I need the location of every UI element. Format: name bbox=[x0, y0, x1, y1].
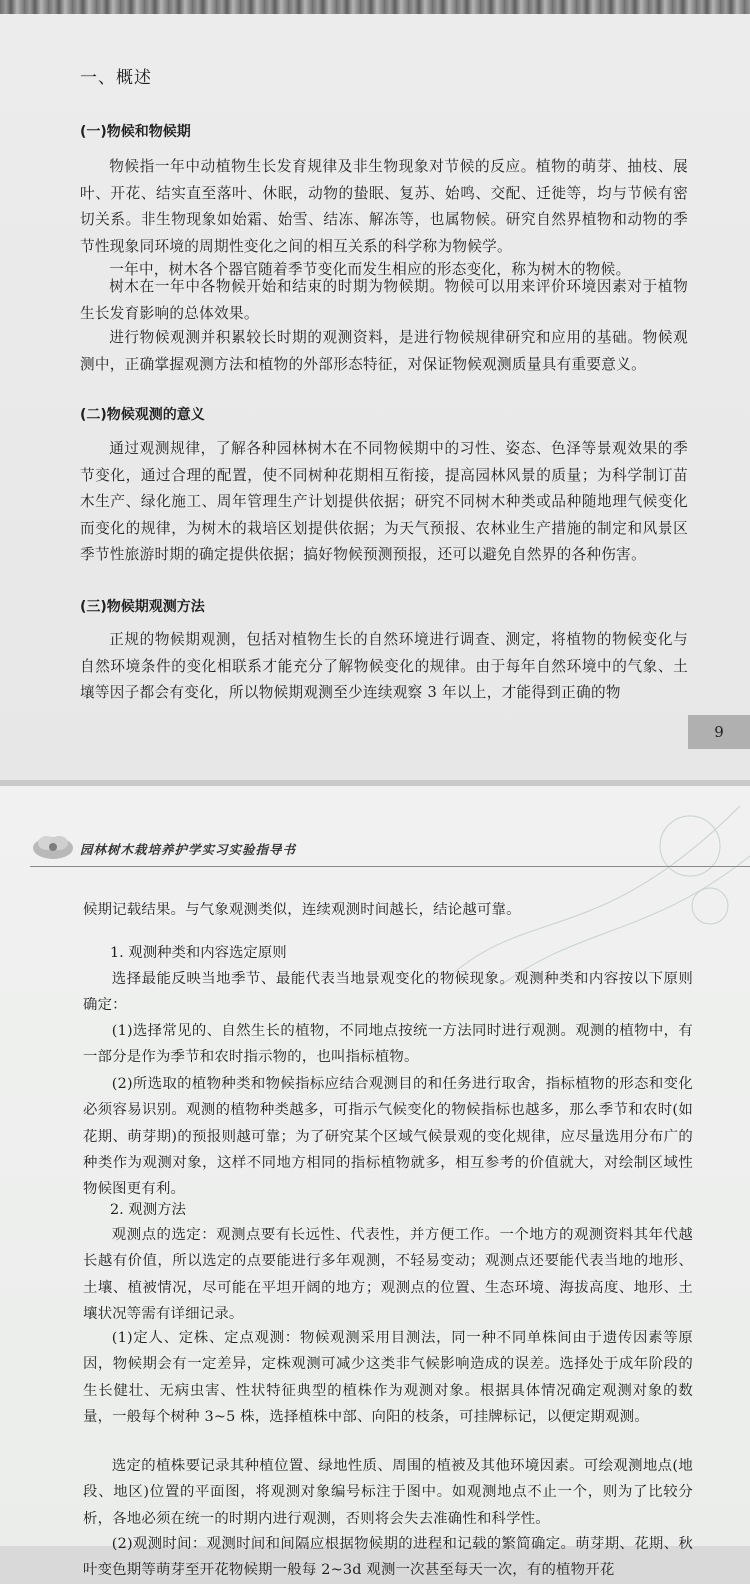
paragraph: (1)选择常见的、自然生长的植物，不同地点按统一方法同时进行观测。观测的植物中，有一部分是作为季节和农时指示物的，也叫指标植物。 bbox=[83, 1023, 693, 1066]
paragraph: 正规的物候期观测，包括对植物生长的自然环境进行调查、测定，将植物的物候变化与自然环境条件的变化相联系才能充分了解物候变化的规律。由于每年自然环境中的气象、土壤等因子都会有变化，所以物候期观测至少连续观察 3 年以上，才能得到正确的物 bbox=[80, 631, 688, 702]
paragraph: (2)所选取的植物种类和物候指标应结合观测目的和任务进行取舍，指标植物的形态和变化必须容易识别。观测的植物种类越多，可指示气候变化的物候指标也越多，那么季节和农时(如花期、萌芽期)的预报则越可靠；为了研究某个区域气候景观的变化规律，应尽量选用分布广的种类作为观测对象，这样不同地方相同的指标植物就多，相互参考的价值就大，对绘制区域性物候图更有利。 bbox=[83, 1076, 693, 1198]
page-bottom bbox=[0, 786, 750, 1579]
paragraph: 树木在一年中各物候开始和结束的时期为物候期。物候可以用来评价环境因素对于植物生长发育影响的总体效果。 bbox=[80, 278, 688, 322]
paragraph: 物候指一年中动植物生长发育规律及非生物现象对节候的反应。植物的萌芽、抽枝、展叶、开花、结实直至落叶、休眠，动物的蛰眠、复苏、始鸣、交配、迁徙等，均与节候有密切关系。非生物现象如始霜、始雪、结冻、解冻等，也属物候。研究自然界植物和动物的季节性现象同环境的周期性变化之间的相互关系的科学称为物候学。 bbox=[80, 158, 688, 255]
subsection-title-1: 1. 观测种类和内容选定原则 bbox=[110, 945, 287, 961]
flower-icon bbox=[30, 826, 76, 866]
subsection-title-2: 2. 观测方法 bbox=[110, 1202, 186, 1218]
paragraph: (1)定人、定株、定点观测：物候观测采用目测法，同一种不同单株间由于遗传因素等原因，物候期会有一定差异，定株观测可减少这类非气候影响造成的误差。选择处于成年阶段的生长健壮、无病虫害、性状特征典型的植株作为观测对象。根据具体情况确定观测对象的数量，一般每个树种 3~5 株，选择植株中部、向阳的枝条，可挂牌标记，以便定期观测。 bbox=[83, 1330, 693, 1425]
section-title-2: (二)物候观测的意义 bbox=[80, 407, 205, 423]
paragraph: 一年中，树木各个器官随着季节变化而发生相应的形态变化，称为树木的物候。 bbox=[109, 261, 631, 278]
section-title-1: (一)物候和物候期 bbox=[80, 124, 191, 140]
running-header-title: 园林树木栽培养护学实习实验指导书 bbox=[80, 842, 297, 857]
page-top bbox=[0, 0, 750, 780]
paragraph: 选择最能反映当地季节、最能代表当地景观变化的物候现象。观测种类和内容按以下原则确定： bbox=[83, 971, 693, 1014]
page-number: 9 bbox=[688, 715, 750, 749]
chapter-heading: 一、概述 bbox=[80, 68, 152, 88]
paragraph: 观测点的选定：观测点要有长远性、代表性，并方便工作。一个地方的观测资料其年代越长越有价值，所以选定的点要能进行多年观测，不轻易变动；观测点还要能代表当地的地形、土壤、植被情况，尽可能在平坦开阔的地方；观测点的位置、生态环境、海拔高度、地形、土壤状况等需有详细记录。 bbox=[83, 1227, 693, 1322]
section-title-3: (三)物候期观测方法 bbox=[80, 599, 205, 615]
background-decoration bbox=[440, 786, 750, 986]
paragraph: 选定的植株要记录其种植位置、绿地性质、周围的植被及其他环境因素。可绘观测地点(地段、地区)位置的平面图，将观测对象编号标注于图中。如观测地点不止一个，则为了比较分析，各地必须在统一的时期内进行观测，否则将会失去准确性和科学性。 bbox=[83, 1458, 693, 1527]
paragraph: 候期记载结果。与气象观测类似，连续观测时间越长，结论越可靠。 bbox=[83, 902, 521, 918]
paragraph: 进行物候观测并积累较长时期的观测资料，是进行物候规律研究和应用的基础。物候观测中，正确掌握观测方法和植物的外部形态特征，对保证物候观测质量具有重要意义。 bbox=[80, 329, 688, 373]
header-rule bbox=[30, 866, 750, 867]
header-photo-strip bbox=[0, 0, 750, 14]
paragraph: (2)观测时间：观测时间和间隔应根据物候期的进程和记载的繁简确定。萌芽期、花期、秋叶变色期等萌芽至开花物候期一般每 2~3d 观测一次甚至每天一次，有的植物开花 bbox=[83, 1536, 693, 1579]
paragraph: 通过观测规律，了解各种园林树木在不同物候期中的习性、姿态、色泽等景观效果的季节变化，通过合理的配置，使不同树种花期相互衔接，提高园林风景的质量；为科学制订苗木生产、绿化施工、周年管理生产计划提供依据；研究不同树木种类或品种随地理气候变化而变化的规律，为树木的栽培区划提供依据；为天气预报、农林业生产措施的制定和风景区季节性旅游时期的确定提供依据；搞好物候预测预报，还可以避免自然界的各种伤害。 bbox=[80, 440, 688, 564]
